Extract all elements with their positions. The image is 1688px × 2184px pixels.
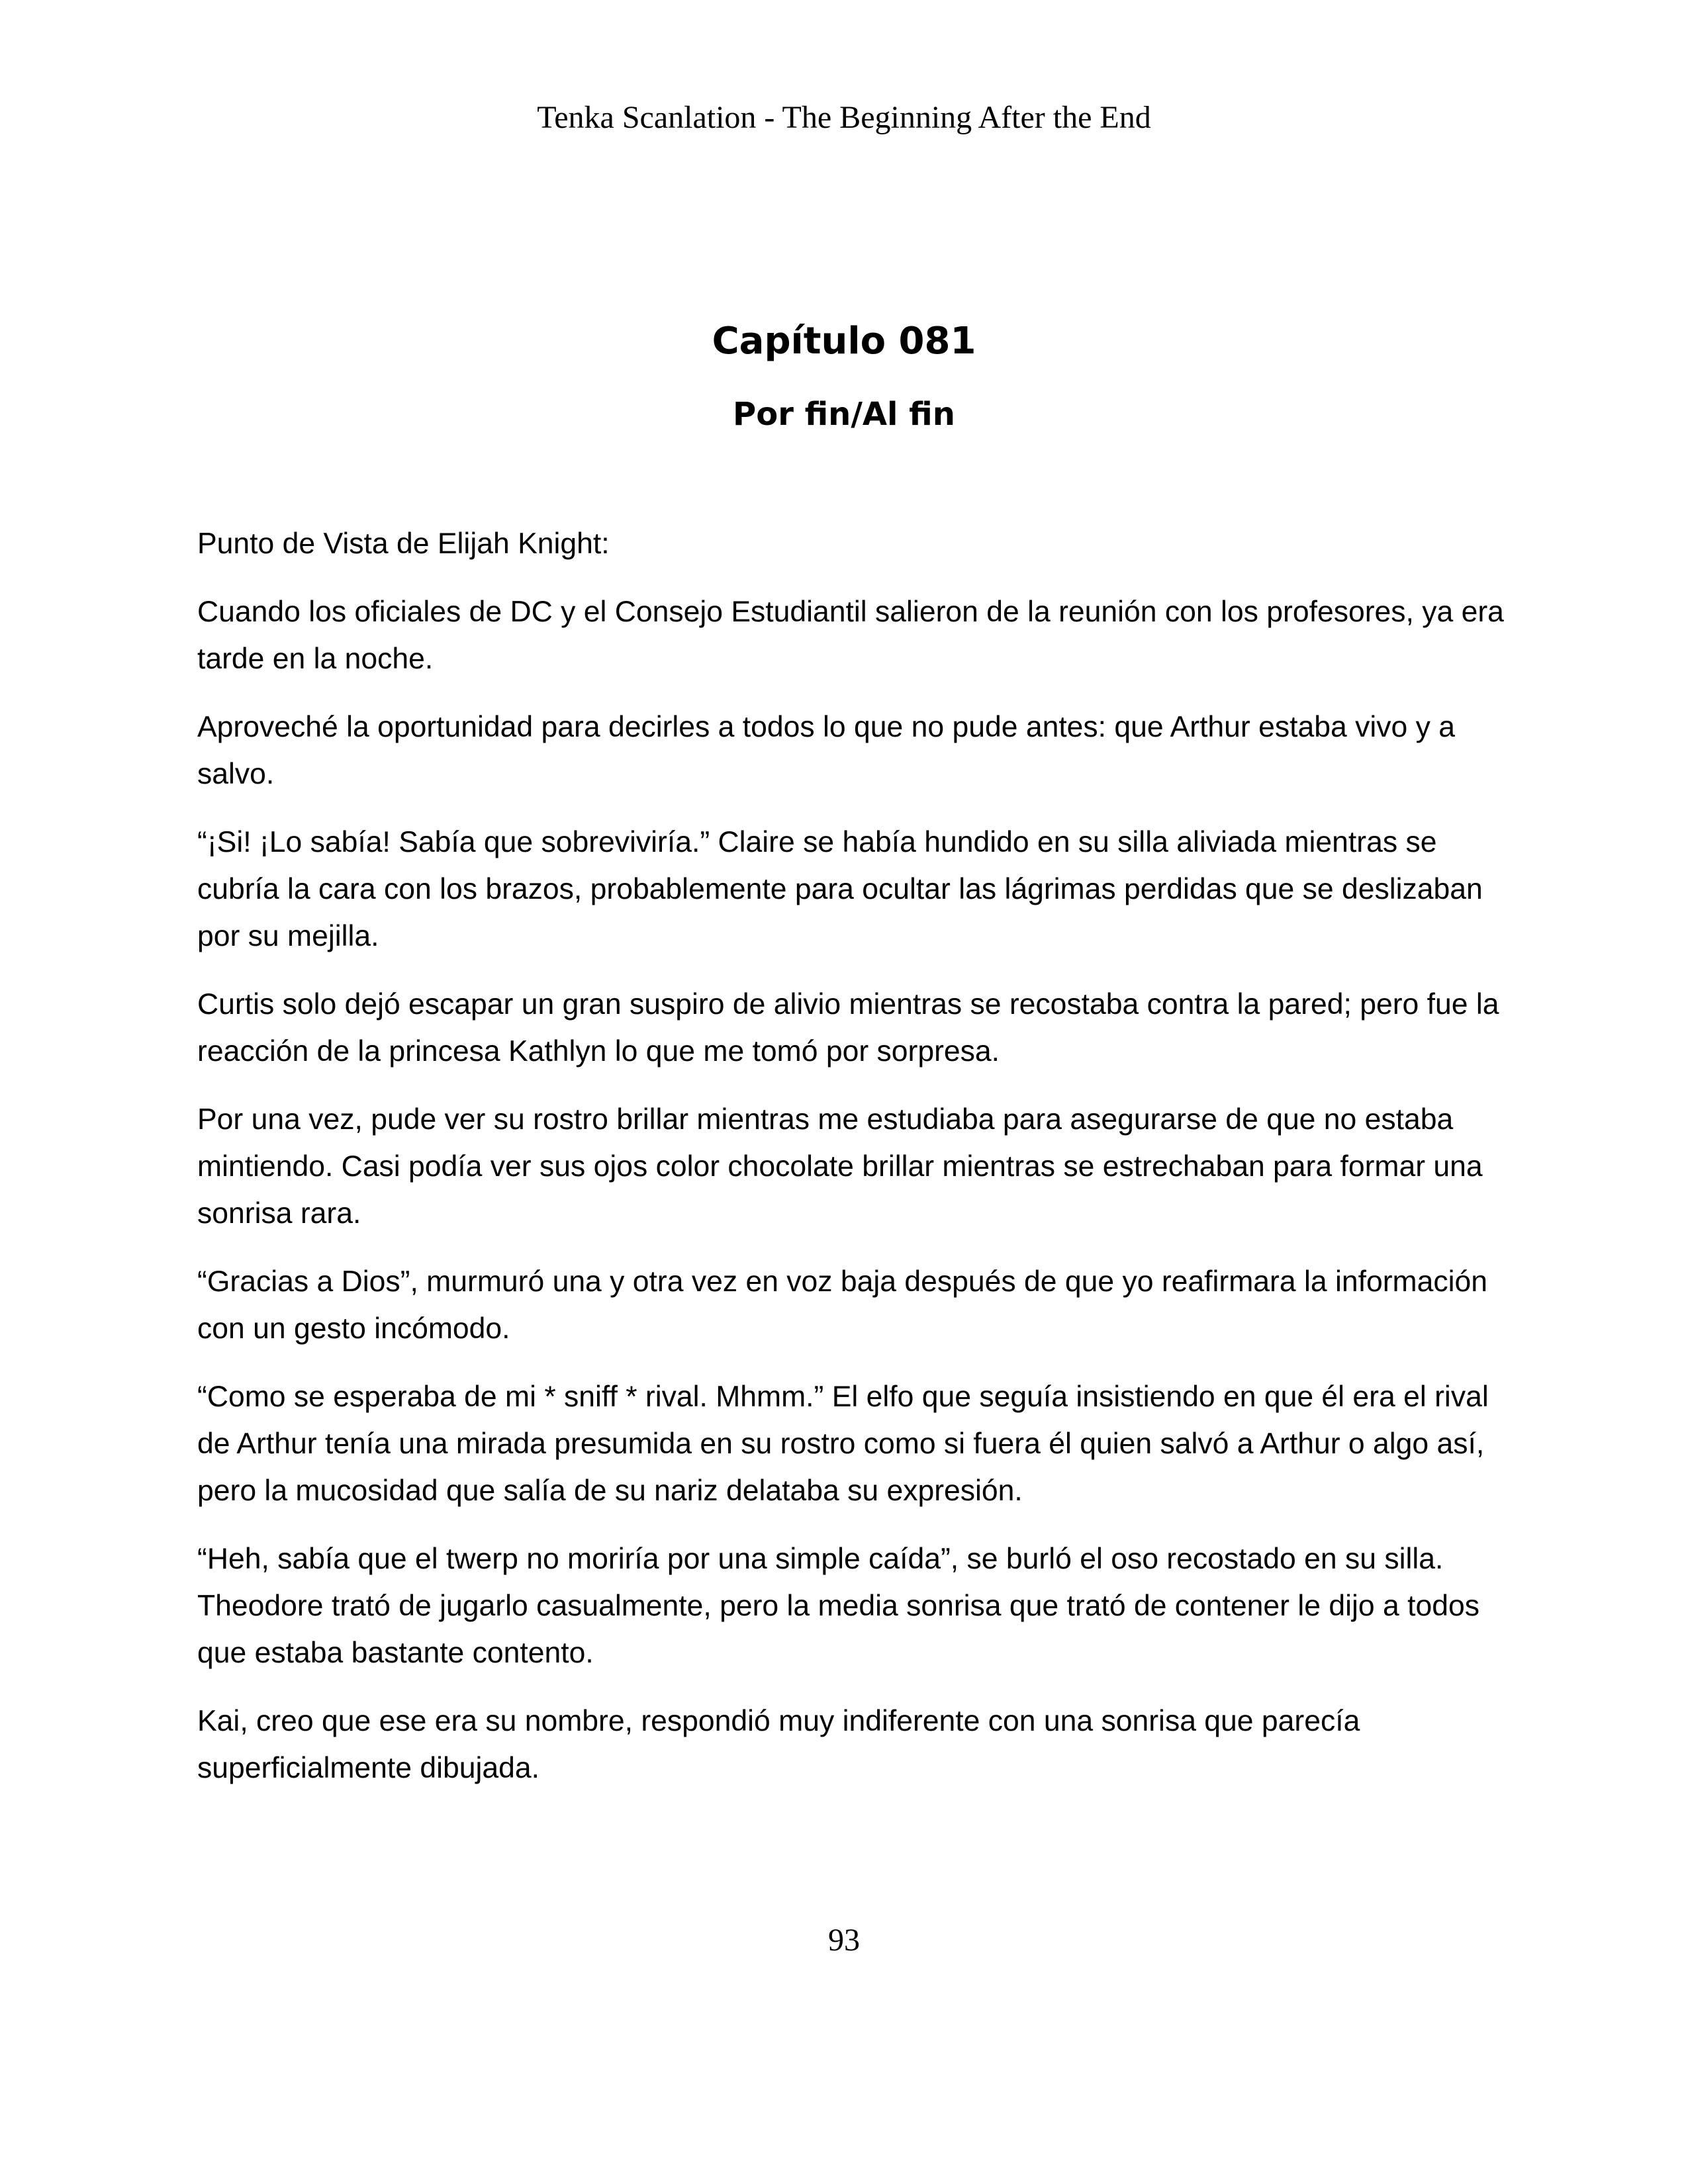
paragraph: “¡Si! ¡Lo sabía! Sabía que sobreviviría.” Claire se había hundido en su silla aliviada mientras se cubría la cara con los brazos, probablemente para ocultar las lágrimas perdidas que se deslizaban por su mejilla. (197, 826, 1483, 952)
paragraph: Aproveché la oportunidad para decirles a todos lo que no pude antes: que Arthur estaba vivo y a salvo. (197, 711, 1455, 790)
paragraph: Curtis solo dejó escapar un gran suspiro de alivio mientras se recostaba contra la pared; pero fue la reacción de la princesa Kathlyn lo que me tomó por sorpresa. (197, 988, 1499, 1068)
chapter-subtitle: Por fin/Al fin (733, 396, 955, 433)
chapter-title: Capítulo 081 (712, 320, 976, 363)
paragraph: Kai, creo que ese era su nombre, respondió muy indiferente con una sonrisa que parecía superficialmente dibujada. (197, 1705, 1360, 1784)
paragraph: Por una vez, pude ver su rostro brillar mientras me estudiaba para asegurarse de que no estaba mintiendo. Casi podía ver sus ojos color chocolate brillar mientras se estrechaban para formar una sonrisa rara. (197, 1103, 1483, 1230)
paragraph: “Como se esperaba de mi * sniff * rival. Mhmm.” El elfo que seguía insistiendo en que él era el rival de Arthur tenía una mirada presumida en su rostro como si fuera él quien salvó a Arthur o algo así, pero la mucosidad que salía de su nariz delataba su expresión. (197, 1381, 1489, 1507)
chapter-body (197, 520, 1508, 1813)
running-header: Tenka Scanlation - The Beginning After the End (537, 100, 1151, 135)
page-number: 93 (828, 1923, 860, 1958)
paragraph: “Gracias a Dios”, murmuró una y otra vez en voz baja después de que yo reafirmara la información con un gesto incómodo. (197, 1265, 1488, 1345)
paragraph: Punto de Vista de Elijah Knight: (197, 527, 610, 560)
paragraph: “Heh, sabía que el twerp no moriría por una simple caída”, se burló el oso recostado en su silla. Theodore trató de jugarlo casualmente, pero la media sonrisa que trató de contener le dijo a todos que estaba bastante contento. (197, 1543, 1479, 1669)
paragraph: Cuando los oficiales de DC y el Consejo Estudiantil salieron de la reunión con los profesores, ya era tarde en la noche. (197, 596, 1504, 675)
